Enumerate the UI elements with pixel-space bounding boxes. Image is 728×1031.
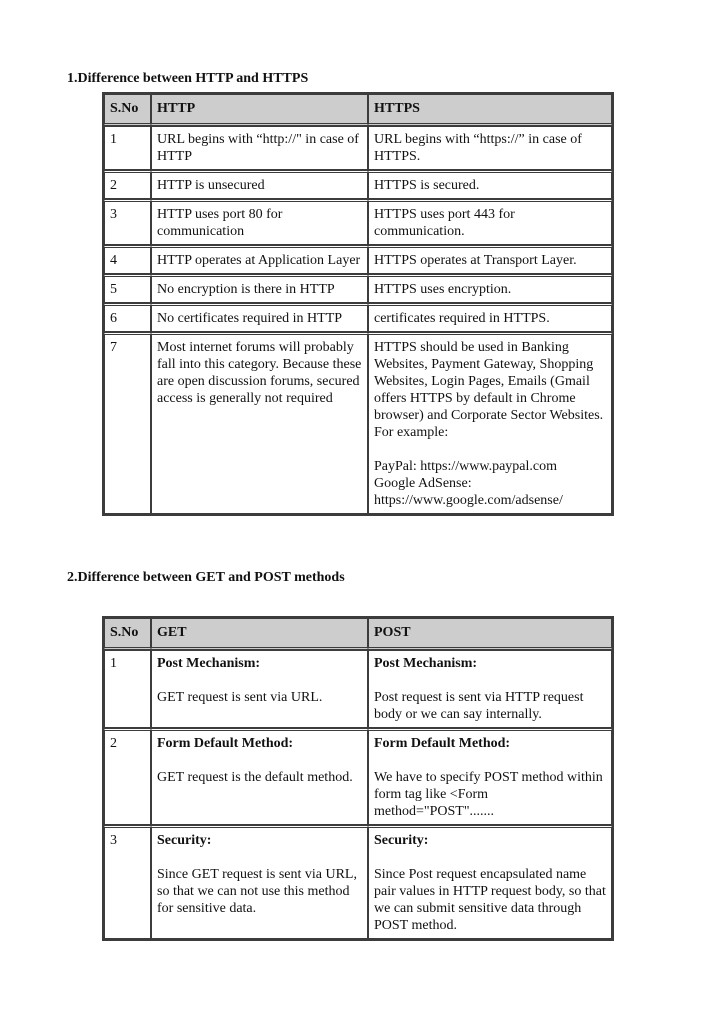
cell-sno: 6 — [104, 303, 151, 332]
example-paypal: PayPal: https://www.paypal.com — [374, 459, 558, 474]
post-point-text: Since Post request encapsulated name pair values in HTTP request body, so that we can submit sensitive data through POST method. — [374, 867, 606, 933]
cell-post — [368, 825, 612, 939]
cell-https: certificates required in HTTPS. — [368, 303, 612, 332]
cell-sno: 1 — [104, 126, 151, 170]
table-header-row — [104, 94, 612, 126]
cell-sno: 7 — [104, 332, 151, 514]
cell-http: HTTP uses port 80 for communication — [151, 199, 368, 245]
example-adsense-label: Google AdSense: — [374, 476, 472, 491]
table-row — [104, 650, 612, 728]
cell-http: No certificates required in HTTP — [151, 303, 368, 332]
header-sno: S.No — [104, 618, 151, 650]
cell-sno: 1 — [104, 650, 151, 728]
header-https: HTTPS — [368, 94, 612, 126]
table-row — [104, 199, 612, 245]
cell-http: No encryption is there in HTTP — [151, 274, 368, 303]
http-vs-https-table — [102, 92, 614, 516]
table-row — [104, 126, 612, 170]
cell-get — [151, 728, 368, 825]
cell-https: URL begins with “https://” in case of HTTPS. — [368, 126, 612, 170]
cell-https — [368, 332, 612, 514]
cell-https: HTTPS uses port 443 for communication. — [368, 199, 612, 245]
section-1-title: 1.Difference between HTTP and HTTPS — [67, 71, 309, 86]
get-point-text: GET request is the default method. — [157, 770, 353, 785]
header-http: HTTP — [151, 94, 368, 126]
cell-http: URL begins with “http://" in case of HTTP — [151, 126, 368, 170]
get-vs-post-table — [102, 616, 614, 941]
header-post: POST — [368, 618, 612, 650]
get-point-title: Post Mechanism: — [157, 656, 261, 671]
example-adsense-url: https://www.google.com/adsense/ — [374, 493, 563, 508]
cell-sno: 3 — [104, 199, 151, 245]
table-row — [104, 728, 612, 825]
table-row — [104, 274, 612, 303]
https-usage-text: HTTPS should be used in Banking Websites, Payment Gateway, Shopping Websites, Login Pages, Emails (Gmail offers HTTPS by default in Chrome browser) and Corporate Sector Websites. For example: — [374, 340, 604, 440]
table-row — [104, 245, 612, 274]
post-point-text: Post request is sent via HTTP request body or we can say internally. — [374, 690, 584, 722]
cell-sno: 3 — [104, 825, 151, 939]
cell-get — [151, 650, 368, 728]
cell-sno: 5 — [104, 274, 151, 303]
get-point-text: Since GET request is sent via URL, so that we can not use this method for sensitive data. — [157, 867, 357, 916]
post-point-text: We have to specify POST method within form tag like <Form method="POST"....... — [374, 770, 603, 819]
post-point-title: Form Default Method: — [374, 736, 511, 751]
table-row — [104, 825, 612, 939]
cell-http: Most internet forums will probably fall into this category. Because these are open discussion forums, secured access is generally not required — [151, 332, 368, 514]
cell-sno: 4 — [104, 245, 151, 274]
cell-https: HTTPS is secured. — [368, 170, 612, 199]
cell-http: HTTP operates at Application Layer — [151, 245, 368, 274]
cell-https: HTTPS operates at Transport Layer. — [368, 245, 612, 274]
get-point-title: Form Default Method: — [157, 736, 294, 751]
header-get: GET — [151, 618, 368, 650]
table-header-row — [104, 618, 612, 650]
cell-post — [368, 728, 612, 825]
cell-sno: 2 — [104, 170, 151, 199]
get-point-text: GET request is sent via URL. — [157, 690, 323, 705]
get-point-title: Security: — [157, 833, 212, 848]
cell-sno: 2 — [104, 728, 151, 825]
cell-http: HTTP is unsecured — [151, 170, 368, 199]
table-row — [104, 332, 612, 514]
post-point-title: Security: — [374, 833, 429, 848]
cell-https: HTTPS uses encryption. — [368, 274, 612, 303]
table-row — [104, 170, 612, 199]
header-sno: S.No — [104, 94, 151, 126]
cell-get — [151, 825, 368, 939]
section-2-title: 2.Difference between GET and POST methods — [67, 570, 345, 585]
cell-post — [368, 650, 612, 728]
post-point-title: Post Mechanism: — [374, 656, 478, 671]
table-row — [104, 303, 612, 332]
